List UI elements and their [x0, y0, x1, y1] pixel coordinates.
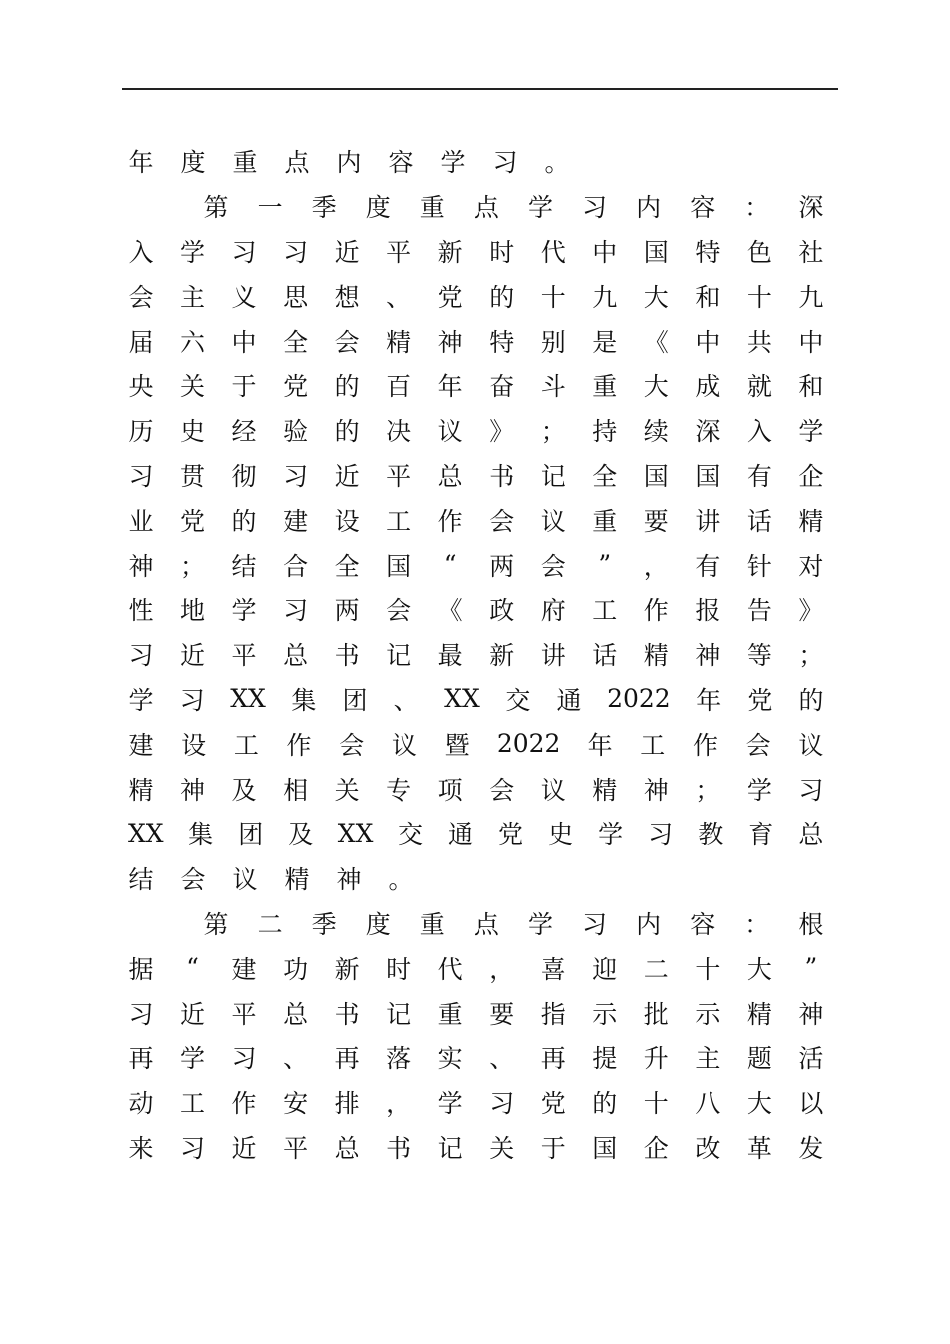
text-line: 精 神 及 相 关 专 项 会 议 精 神 ； 学 习 — [128, 775, 824, 805]
text-line: 习 贯 彻 习 近 平 总 书 记 全 国 国 有 企 — [128, 461, 824, 491]
text-line: 习 近 平 总 书 记 重 要 指 示 批 示 精 神 — [128, 999, 824, 1029]
text-line: 再 学 习 、 再 落 实 、 再 提 升 主 题 活 — [128, 1044, 824, 1074]
document-body — [128, 139, 824, 1169]
text-line: 年 度 重 点 内 容 学 习 。 — [128, 148, 570, 178]
text-line: 建 设 工 作 会 议 暨 2022 年 工 作 会 议 — [128, 729, 824, 760]
text-line: 学 习 XX 集 团 、 XX 交 通 2022 年 党 的 — [128, 684, 824, 715]
text-line: XX 集 团 及 XX 交 通 党 史 学 习 教 育 总 — [128, 818, 824, 850]
text-line: 会 主 义 思 想 、 党 的 十 九 大 和 十 九 — [128, 282, 824, 312]
text-line: 动 工 作 安 排 ， 学 习 党 的 十 八 大 以 — [128, 1089, 824, 1119]
text-line: 来 习 近 平 总 书 记 关 于 国 企 改 革 发 — [128, 1133, 824, 1163]
paragraph-lines — [128, 139, 824, 1169]
text-line: 入 学 习 习 近 平 新 时 代 中 国 特 色 社 — [128, 237, 824, 267]
text-line: 结 会 议 精 神 。 — [128, 865, 414, 895]
text-line: 性 地 学 习 两 会 《 政 府 工 作 报 告 》 — [128, 596, 824, 626]
text-line: 业 党 的 建 设 工 作 会 议 重 要 讲 话 精 — [128, 506, 824, 536]
text-line: 历 史 经 验 的 决 议 》 ； 持 续 深 入 学 — [128, 417, 824, 447]
text-line: 习 近 平 总 书 记 最 新 讲 话 精 神 等 ； — [128, 641, 824, 671]
text-line: 央 关 于 党 的 百 年 奋 斗 重 大 成 就 和 — [128, 372, 824, 402]
header-rule — [122, 88, 838, 90]
text-line: 据 “ 建 功 新 时 代 ， 喜 迎 二 十 大 ” — [128, 953, 818, 984]
text-line: 第 一 季 度 重 点 学 习 内 容 ： 深 — [203, 193, 824, 223]
text-line: 神 ； 结 合 全 国 “ 两 会 ” ， 有 针 对 — [128, 550, 824, 581]
text-line: 届 六 中 全 会 精 神 特 别 是 《 中 共 中 — [128, 327, 824, 357]
text-line: 第 二 季 度 重 点 学 习 内 容 ： 根 — [203, 909, 824, 939]
